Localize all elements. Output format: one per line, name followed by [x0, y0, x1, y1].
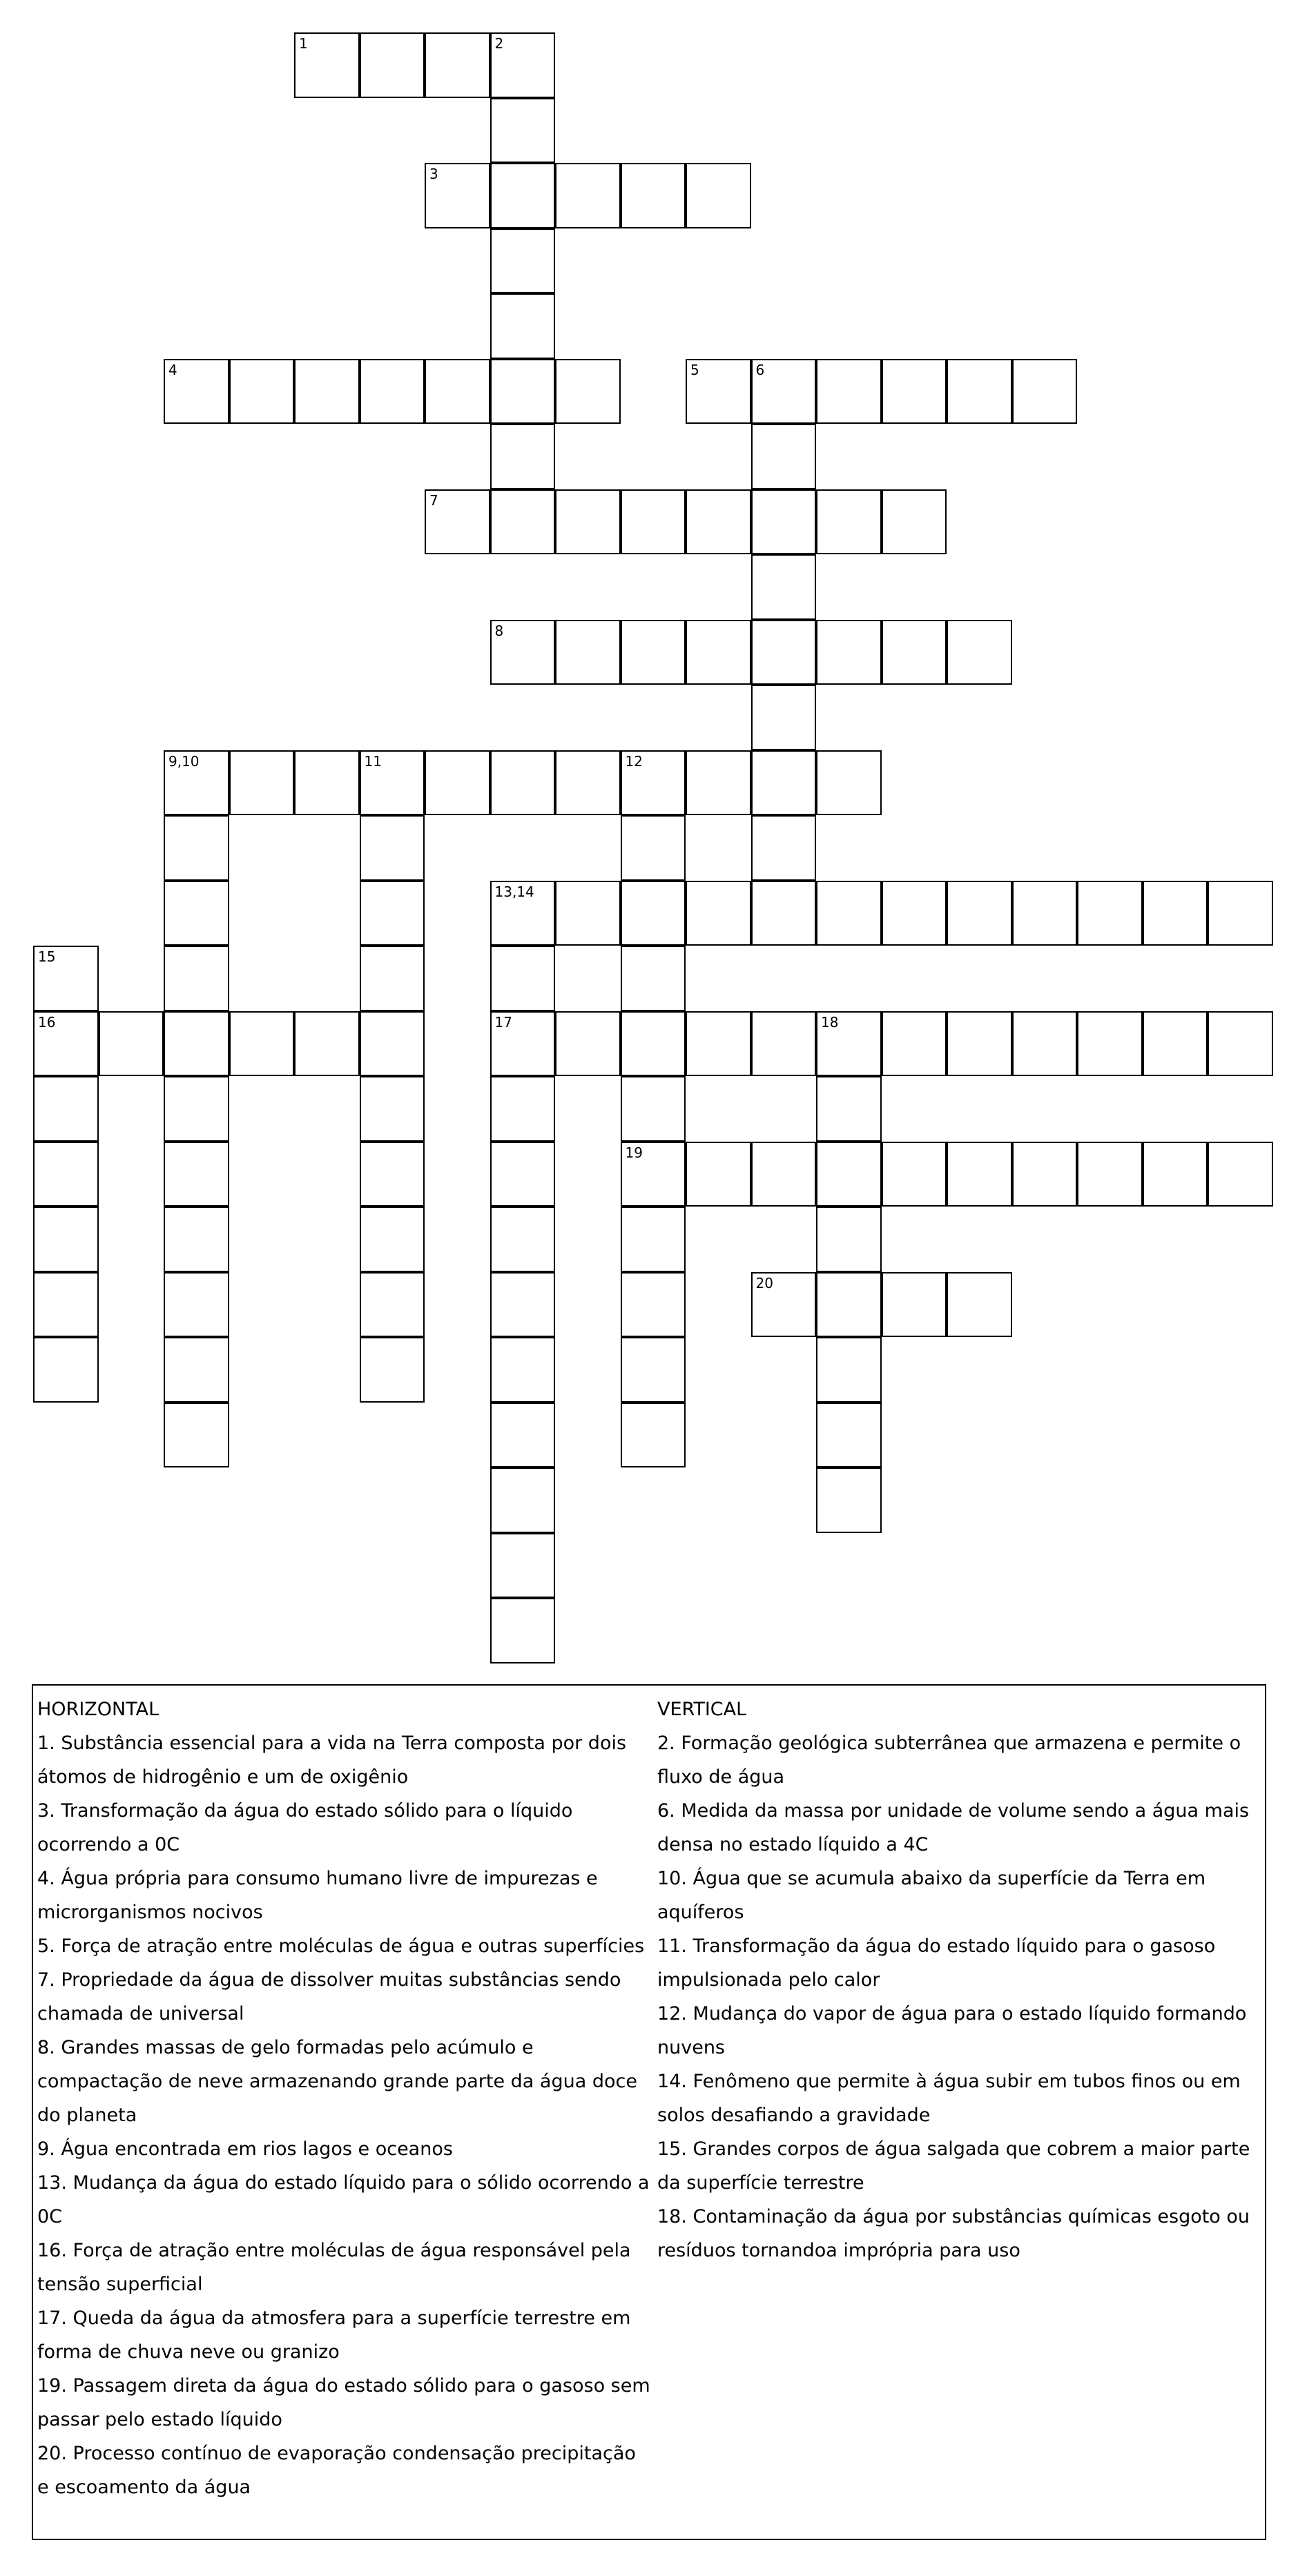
grid-cell[interactable] [490, 359, 556, 425]
grid-cell[interactable] [360, 1011, 425, 1077]
clue-across-19: 19. Passagem direta da água do estado sólido para o gasoso sem passar pelo estado líquido [37, 2375, 650, 2430]
grid-cell[interactable] [164, 1076, 229, 1142]
grid-cell[interactable] [621, 750, 686, 816]
grid-cell[interactable] [360, 815, 425, 881]
clue-number: 11 [364, 752, 382, 770]
grid-cell[interactable] [490, 1337, 556, 1403]
grid-cell[interactable] [555, 620, 621, 685]
vertical-clues [657, 1692, 1265, 2267]
grid-cell[interactable] [816, 1272, 882, 1338]
grid-cell[interactable] [816, 1337, 882, 1403]
grid-cell[interactable] [621, 815, 686, 881]
clue-number: 9,10 [168, 752, 200, 770]
grid-cell[interactable] [882, 881, 947, 946]
clue-number: 17 [494, 1013, 512, 1031]
grid-cell[interactable] [751, 1272, 817, 1338]
grid-cell[interactable] [490, 32, 556, 98]
grid-cell[interactable] [1077, 1011, 1143, 1077]
clue-number: 12 [625, 752, 643, 770]
grid-cell[interactable] [947, 1272, 1012, 1338]
grid-cell[interactable] [816, 359, 882, 425]
grid-cell[interactable] [164, 1337, 229, 1403]
grid-cell[interactable] [816, 750, 882, 816]
grid-cell[interactable] [360, 1076, 425, 1142]
clue-across-17: 17. Queda da água da atmosfera para a superfície terrestre em forma de chuva neve ou granizo [37, 2307, 631, 2363]
clues-box [32, 1684, 1266, 2540]
grid-cell[interactable] [1143, 1142, 1208, 1207]
grid-cell[interactable] [947, 620, 1012, 685]
grid-cell[interactable] [882, 359, 947, 425]
grid-cell[interactable] [425, 489, 490, 555]
grid-cell[interactable] [1077, 1142, 1143, 1207]
clue-across-4: 4. Água própria para consumo humano livre de impurezas e microrganismos nocivos [37, 1868, 598, 1923]
grid-cell[interactable] [229, 750, 295, 816]
grid-cell[interactable] [360, 946, 425, 1011]
grid-cell[interactable] [686, 359, 751, 425]
grid-cell[interactable] [490, 881, 556, 946]
clue-number: 3 [429, 166, 438, 182]
grid-cell[interactable] [490, 228, 556, 294]
grid-cell[interactable] [1208, 881, 1273, 946]
grid-cell[interactable] [751, 424, 817, 489]
grid-cell[interactable] [816, 1142, 882, 1207]
grid-cell[interactable] [490, 1011, 556, 1077]
grid-cell[interactable] [229, 359, 295, 425]
grid-cell[interactable] [164, 881, 229, 946]
grid-cell[interactable] [947, 359, 1012, 425]
grid-cell[interactable] [490, 1403, 556, 1468]
grid-cell[interactable] [621, 1207, 686, 1272]
grid-cell[interactable] [360, 359, 425, 425]
clue-number: 13,14 [494, 883, 534, 900]
grid-cell[interactable] [686, 750, 751, 816]
grid-cell[interactable] [751, 881, 817, 946]
vertical-title: VERTICAL [657, 1699, 747, 1720]
grid-cell[interactable] [555, 163, 621, 228]
clue-across-5: 5. Força de atração entre moléculas de água e outras superfícies [37, 1935, 645, 1957]
clue-number: 7 [429, 491, 438, 509]
grid-cell[interactable] [99, 1011, 164, 1077]
grid-cell[interactable] [294, 1011, 360, 1077]
clue-across-8: 8. Grandes massas de gelo formadas pelo acúmulo e compactação de neve armazenando grande parte da água doce do planeta [37, 2037, 637, 2126]
grid-cell[interactable] [1208, 1011, 1273, 1077]
clue-across-3: 3. Transformação da água do estado sólido para o líquido ocorrendo a 0C [37, 1800, 573, 1855]
grid-cell[interactable] [947, 1011, 1012, 1077]
grid-cell[interactable] [1143, 1011, 1208, 1077]
grid-cell[interactable] [164, 1403, 229, 1468]
clue-down-6: 6. Medida da massa por unidade de volume sendo a água mais densa no estado líquido a 4C [657, 1800, 1250, 1855]
grid-cell[interactable] [686, 1142, 751, 1207]
grid-cell[interactable] [1143, 881, 1208, 946]
grid-cell[interactable] [33, 946, 99, 1011]
clue-down-14: 14. Fenômeno que permite à água subir em tubos finos ou em solos desafiando a gravidade [657, 2071, 1241, 2126]
grid-cell[interactable] [33, 1272, 99, 1338]
clue-across-20: 20. Processo contínuo de evaporação condensação precipitação e escoamento da água [37, 2443, 636, 2498]
clue-across-13: 13. Mudança da água do estado líquido para o sólido ocorrendo a 0C [37, 2172, 650, 2227]
grid-cell[interactable] [1012, 881, 1078, 946]
grid-cell[interactable] [816, 1076, 882, 1142]
grid-cell[interactable] [33, 1337, 99, 1403]
grid-cell[interactable] [360, 32, 425, 98]
grid-cell[interactable] [686, 881, 751, 946]
clue-across-9: 9. Água encontrada em rios lagos e oceanos [37, 2138, 453, 2160]
clue-number: 16 [38, 1013, 56, 1031]
grid-cell[interactable] [490, 1533, 556, 1599]
grid-cell[interactable] [686, 489, 751, 555]
grid-cell[interactable] [621, 1272, 686, 1338]
grid-cell[interactable] [33, 1076, 99, 1142]
grid-cell[interactable] [621, 1076, 686, 1142]
grid-cell[interactable] [229, 1011, 295, 1077]
grid-cell[interactable] [164, 1272, 229, 1338]
grid-cell[interactable] [1012, 359, 1078, 425]
clue-number: 4 [168, 361, 177, 378]
grid-cell[interactable] [816, 489, 882, 555]
horizontal-clues [37, 1692, 652, 2504]
grid-cell[interactable] [360, 1272, 425, 1338]
clue-down-11: 11. Transformação da água do estado líquido para o gasoso impulsionada pelo calor [657, 1935, 1216, 1991]
grid-cell[interactable] [751, 359, 817, 425]
grid-cell[interactable] [882, 489, 947, 555]
grid-cell[interactable] [621, 1403, 686, 1468]
grid-cell[interactable] [816, 881, 882, 946]
clue-across-1: 1. Substância essencial para a vida na Terra composta por dois átomos de hidrogênio e um de oxigênio [37, 1733, 627, 1788]
grid-cell[interactable] [164, 359, 229, 425]
grid-cell[interactable] [425, 359, 490, 425]
grid-cell[interactable] [751, 554, 817, 620]
grid-cell[interactable] [621, 946, 686, 1011]
clue-number: 2 [494, 35, 504, 52]
grid-cell[interactable] [816, 620, 882, 685]
clue-across-16: 16. Força de atração entre moléculas de água responsável pela tensão superficial [37, 2240, 631, 2295]
clue-number: 6 [755, 361, 765, 378]
clue-number: 18 [821, 1013, 839, 1031]
grid-cell[interactable] [751, 489, 817, 555]
grid-cell[interactable] [360, 1142, 425, 1207]
grid-cell[interactable] [164, 1142, 229, 1207]
grid-cell[interactable] [621, 620, 686, 685]
clue-number: 20 [755, 1274, 773, 1291]
grid-cell[interactable] [555, 359, 621, 425]
grid-cell[interactable] [490, 293, 556, 359]
clue-down-15: 15. Grandes corpos de água salgada que cobrem a maior parte da superfície terrestre [657, 2138, 1250, 2194]
grid-cell[interactable] [947, 1142, 1012, 1207]
grid-cell[interactable] [294, 750, 360, 816]
grid-cell[interactable] [33, 1011, 99, 1077]
grid-cell[interactable] [490, 1467, 556, 1533]
grid-cell[interactable] [490, 946, 556, 1011]
grid-cell[interactable] [621, 163, 686, 228]
grid-cell[interactable] [164, 1207, 229, 1272]
grid-cell[interactable] [621, 1337, 686, 1403]
grid-cell[interactable] [751, 620, 817, 685]
grid-cell[interactable] [816, 1011, 882, 1077]
grid-cell[interactable] [816, 1207, 882, 1272]
grid-cell[interactable] [686, 1011, 751, 1077]
clue-down-10: 10. Água que se acumula abaixo da superfície da Terra em aquíferos [657, 1868, 1205, 1923]
grid-cell[interactable] [360, 1337, 425, 1403]
grid-cell[interactable] [882, 1011, 947, 1077]
grid-cell[interactable] [490, 620, 556, 685]
grid-cell[interactable] [751, 815, 817, 881]
grid-cell[interactable] [621, 1011, 686, 1077]
grid-cell[interactable] [751, 685, 817, 750]
grid-cell[interactable] [686, 163, 751, 228]
grid-cell[interactable] [490, 163, 556, 228]
clue-number: 15 [38, 948, 56, 965]
grid-cell[interactable] [425, 32, 490, 98]
grid-cell[interactable] [294, 32, 360, 98]
grid-cell[interactable] [621, 1142, 686, 1207]
horizontal-title: HORIZONTAL [37, 1699, 159, 1720]
grid-cell[interactable] [686, 620, 751, 685]
clue-number: 1 [299, 35, 308, 52]
grid-cell[interactable] [751, 750, 817, 816]
grid-cell[interactable] [490, 1076, 556, 1142]
grid-cell[interactable] [555, 489, 621, 555]
clue-across-7: 7. Propriedade da água de dissolver muitas substâncias sendo chamada de universal [37, 1969, 621, 2024]
grid-cell[interactable] [33, 1207, 99, 1272]
grid-cell[interactable] [490, 98, 556, 164]
grid-cell[interactable] [360, 881, 425, 946]
clue-number: 5 [690, 361, 699, 378]
grid-cell[interactable] [816, 1467, 882, 1533]
grid-cell[interactable] [1012, 1011, 1078, 1077]
grid-cell[interactable] [882, 1272, 947, 1338]
grid-cell[interactable] [947, 881, 1012, 946]
grid-cell[interactable] [882, 1142, 947, 1207]
grid-cell[interactable] [882, 620, 947, 685]
grid-cell[interactable] [294, 359, 360, 425]
grid-cell[interactable] [621, 489, 686, 555]
clue-down-12: 12. Mudança do vapor de água para o estado líquido formando nuvens [657, 2003, 1247, 2058]
grid-cell[interactable] [1208, 1142, 1273, 1207]
grid-cell[interactable] [425, 750, 490, 816]
grid-cell[interactable] [164, 815, 229, 881]
grid-cell[interactable] [425, 163, 490, 228]
clue-number: 8 [494, 622, 504, 639]
grid-cell[interactable] [33, 1142, 99, 1207]
grid-cell[interactable] [490, 489, 556, 555]
grid-cell[interactable] [1012, 1142, 1078, 1207]
clue-down-18: 18. Contaminação da água por substâncias químicas esgoto ou resíduos tornandoa imprópria para uso [657, 2206, 1250, 2261]
grid-cell[interactable] [360, 1207, 425, 1272]
clue-down-2: 2. Formação geológica subterrânea que armazena e permite o fluxo de água [657, 1733, 1241, 1788]
grid-cell[interactable] [555, 1011, 621, 1077]
clue-number: 19 [625, 1144, 643, 1161]
grid-cell[interactable] [490, 1272, 556, 1338]
grid-cell[interactable] [490, 424, 556, 489]
grid-cell[interactable] [621, 881, 686, 946]
grid-cell[interactable] [555, 881, 621, 946]
grid-cell[interactable] [751, 1142, 817, 1207]
grid-cell[interactable] [490, 1142, 556, 1207]
grid-cell[interactable] [490, 1207, 556, 1272]
grid-cell[interactable] [164, 1011, 229, 1077]
grid-cell[interactable] [751, 1011, 817, 1077]
grid-cell[interactable] [164, 946, 229, 1011]
grid-cell[interactable] [490, 750, 556, 816]
grid-cell[interactable] [360, 750, 425, 816]
grid-cell[interactable] [555, 750, 621, 816]
grid-cell[interactable] [1077, 881, 1143, 946]
grid-cell[interactable] [490, 1598, 556, 1663]
grid-cell[interactable] [164, 750, 229, 816]
grid-cell[interactable] [816, 1403, 882, 1468]
